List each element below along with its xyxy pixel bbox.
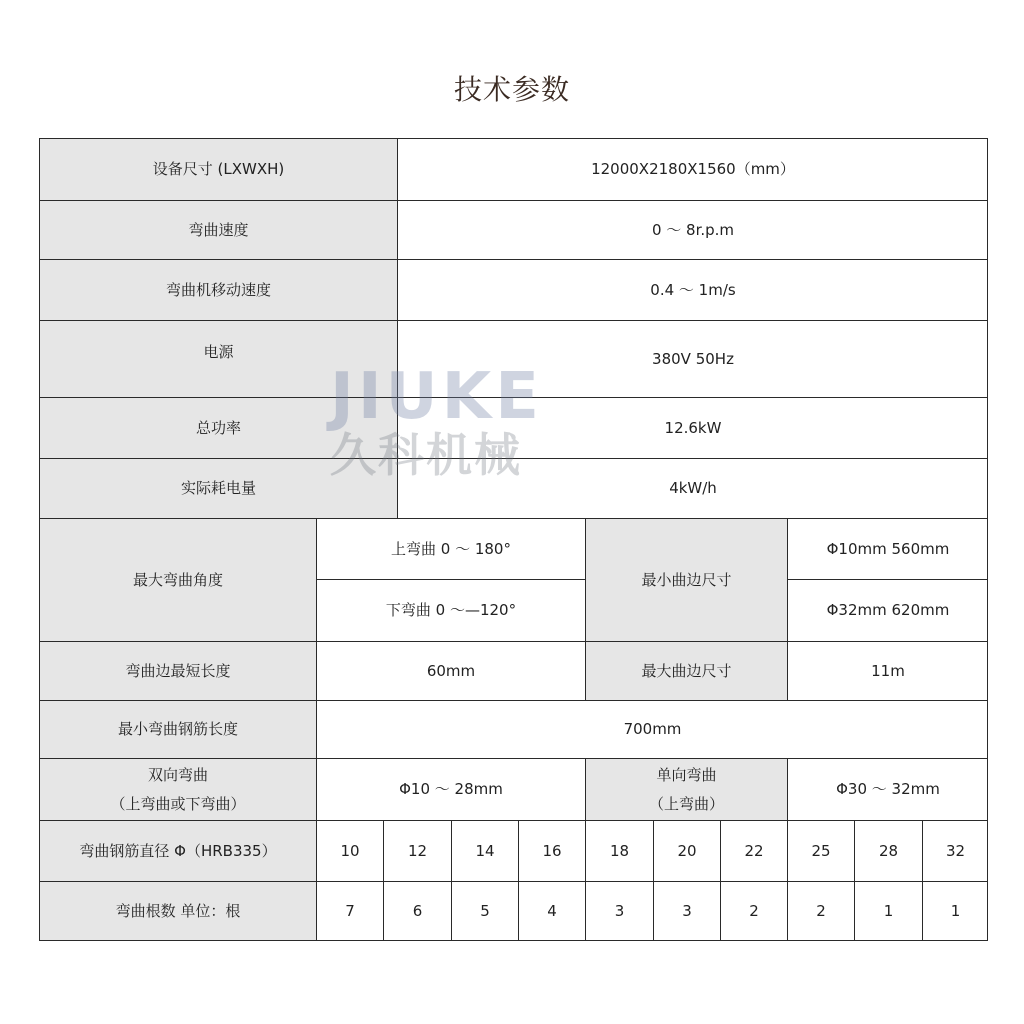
shortest-side-value: 60mm [316,641,585,700]
diameter-cell-8: 25 [787,820,854,881]
unidirectional-value: Φ30 ～ 32mm [787,758,988,820]
spec-table [39,138,988,941]
count-cell-6: 3 [653,881,720,941]
size-label: 设备尺寸 (LXWXH) [39,138,397,200]
power-supply-value: 380V 50Hz [397,320,988,397]
unidirectional-label-line1: 单向弯曲 [656,765,717,784]
bend-speed-label: 弯曲速度 [39,200,397,259]
bend-speed-value: 0 ～ 8r.p.m [397,200,988,259]
total-power-label: 总功率 [39,397,397,458]
max-angle-down: 下弯曲 0 ～—120° [316,579,585,641]
diameter-cell-6: 20 [653,820,720,881]
count-cell-3: 5 [451,881,518,941]
count-label: 弯曲根数 单位：根 [39,881,316,941]
unidirectional-label [585,758,787,820]
diameter-cell-2: 12 [383,820,451,881]
count-cell-2: 6 [383,881,451,941]
diameter-cell-4: 16 [518,820,585,881]
count-cell-4: 4 [518,881,585,941]
move-speed-value: 0.4 ～ 1m/s [397,259,988,320]
count-cell-9: 1 [854,881,922,941]
consumption-value: 4kW/h [397,458,988,518]
size-value: 12000X2180X1560（mm） [397,138,988,200]
diameter-cell-10: 32 [922,820,988,881]
diameter-cell-9: 28 [854,820,922,881]
bidirectional-label-line1: 双向弯曲 [147,765,208,784]
diameter-cell-1: 10 [316,820,383,881]
diameter-cell-3: 14 [451,820,518,881]
min-side-value-1: Φ10mm 560mm [787,518,988,579]
page-title: 技术参数 [453,73,570,106]
watermark-text-en: JIUKE [330,360,543,434]
consumption-label: 实际耗电量 [39,458,397,518]
min-side-value-2: Φ32mm 620mm [787,579,988,641]
count-cell-1: 7 [316,881,383,941]
bidirectional-label [39,758,316,820]
bidirectional-label-line2: （上弯曲或下弯曲） [110,794,246,813]
min-bar-length-label: 最小弯曲钢筋长度 [39,700,316,758]
max-side-label: 最大曲边尺寸 [585,641,787,700]
min-side-label: 最小曲边尺寸 [585,518,787,641]
count-cell-10: 1 [922,881,988,941]
min-bar-length-value: 700mm [316,700,988,758]
max-angle-label: 最大弯曲角度 [39,518,316,641]
table-border-right [987,138,988,941]
table-border-bottom [39,940,988,941]
max-angle-up: 上弯曲 0 ～ 180° [316,518,585,579]
max-side-value: 11m [787,641,988,700]
watermark-text-cn: 久科机械 [330,428,522,482]
diameter-cell-7: 22 [720,820,787,881]
total-power-value: 12.6kW [397,397,988,458]
bidirectional-value: Φ10 ～ 28mm [316,758,585,820]
unidirectional-label-line2: （上弯曲） [648,794,724,813]
diameter-label: 弯曲钢筋直径 Φ（HRB335） [39,820,316,881]
power-supply-label: 电源 [39,320,397,397]
move-speed-label: 弯曲机移动速度 [39,259,397,320]
diameter-cell-5: 18 [585,820,653,881]
count-cell-5: 3 [585,881,653,941]
count-cell-7: 2 [720,881,787,941]
count-cell-8: 2 [787,881,854,941]
shortest-side-label: 弯曲边最短长度 [39,641,316,700]
